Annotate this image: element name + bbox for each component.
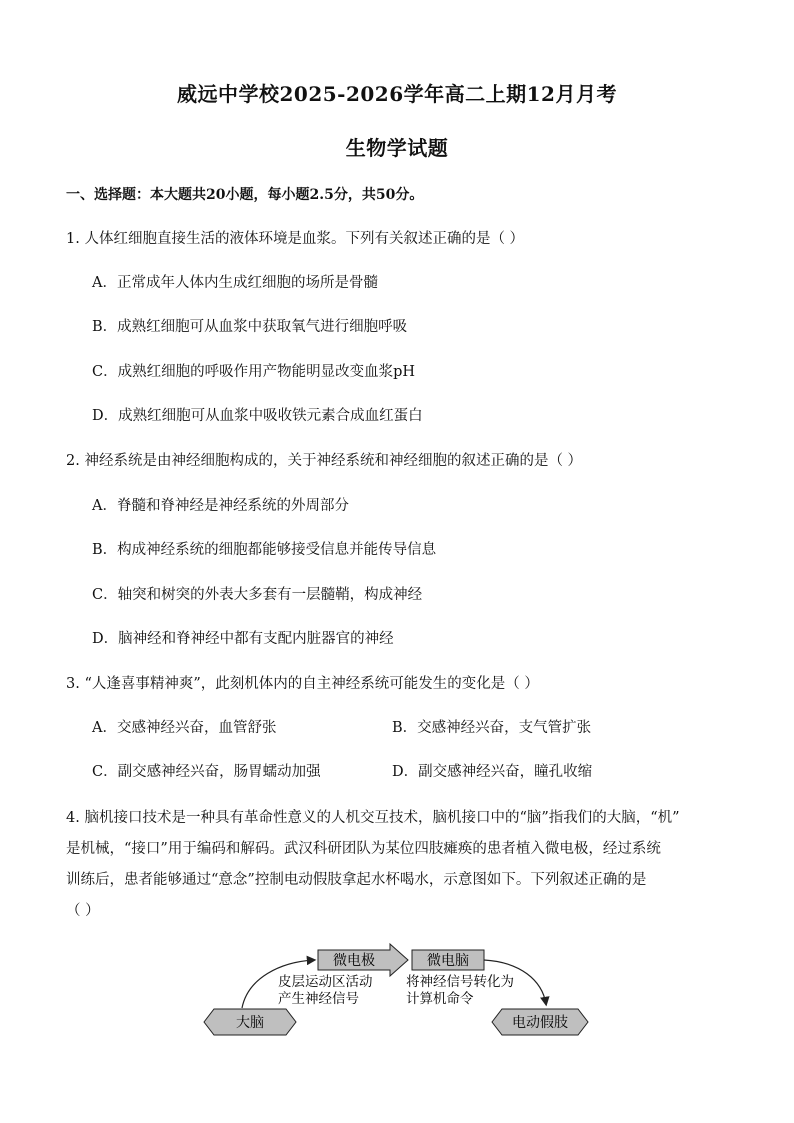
left-process-label-1: 皮层运动区活动	[278, 974, 373, 990]
right-process-label-2: 计算机命令	[406, 991, 474, 1007]
exam-title: 威远中学校2025-2026学年高二上期12月月考	[177, 82, 617, 106]
question-1-option-d: D．成熟红细胞可从血浆中吸收铁元素合成血红蛋白	[92, 408, 423, 424]
question-3-option-a: A．交感神经兴奋，血管舒张	[92, 720, 277, 736]
question-4-stem-line-1: 4. 脑机接口技术是一种具有革命性意义的人机交互技术，脑机接口中的“脑”指我们的大脑，“机”	[66, 810, 680, 826]
exam-subtitle: 生物学试题	[345, 136, 449, 160]
question-2-option-a: A．脊髓和脊神经是神经系统的外周部分	[92, 498, 349, 514]
section-heading: 一、选择题：本大题共20小题，每小题2.5分，共50分。	[66, 187, 424, 203]
question-1-option-a: A．正常成年人体内生成红细胞的场所是骨髓	[92, 275, 378, 291]
left-process-label-2: 产生神经信号	[278, 991, 359, 1007]
question-3-option-b: B．交感神经兴奋，支气管扩张	[392, 720, 592, 736]
question-4-stem-line-2: 是机械，“接口”用于编码和解码。武汉科研团队为某位四肢瘫痪的患者植入微电极，经过系统	[66, 841, 661, 857]
prosthesis-node-label: 电动假肢	[512, 1015, 568, 1031]
question-1-stem: 1. 人体红细胞直接生活的液体环境是血浆。下列有关叙述正确的是（ ）	[66, 231, 525, 247]
question-3-option-d: D．副交感神经兴奋，瞳孔收缩	[392, 764, 593, 780]
question-2-option-c: C．轴突和树突的外表大多套有一层髓鞘，构成神经	[92, 587, 423, 603]
question-2-option-b: B．构成神经系统的细胞都能够接受信息并能传导信息	[92, 542, 437, 558]
question-4-stem-line-4: （ ）	[66, 903, 100, 919]
question-2-stem: 2. 神经系统是由神经细胞构成的，关于神经系统和神经细胞的叙述正确的是（ ）	[66, 453, 583, 469]
question-3-stem: 3. “人逢喜事精神爽”，此刻机体内的自主神经系统可能发生的变化是（ ）	[66, 676, 539, 692]
right-process-label-1: 将神经信号转化为	[406, 974, 514, 990]
question-1-option-b: B．成熟红细胞可从血浆中获取氧气进行细胞呼吸	[92, 319, 408, 335]
question-2-option-d: D．脑神经和脊神经中都有支配内脏器官的神经	[92, 631, 394, 647]
brain-node-label: 大脑	[236, 1015, 264, 1031]
question-1-option-c: C．成熟红细胞的呼吸作用产物能明显改变血浆pH	[92, 364, 416, 380]
question-3-option-c: C．副交感神经兴奋，肠胃蠕动加强	[92, 764, 321, 780]
electrode-node-label: 微电极	[333, 953, 375, 969]
microcomputer-node-label: 微电脑	[427, 953, 469, 969]
brain-computer-interface-diagram	[190, 938, 610, 1048]
question-4-stem-line-3: 训练后，患者能够通过“意念”控制电动假肢拿起水杯喝水，示意图如下。下列叙述正确的是	[66, 872, 647, 888]
